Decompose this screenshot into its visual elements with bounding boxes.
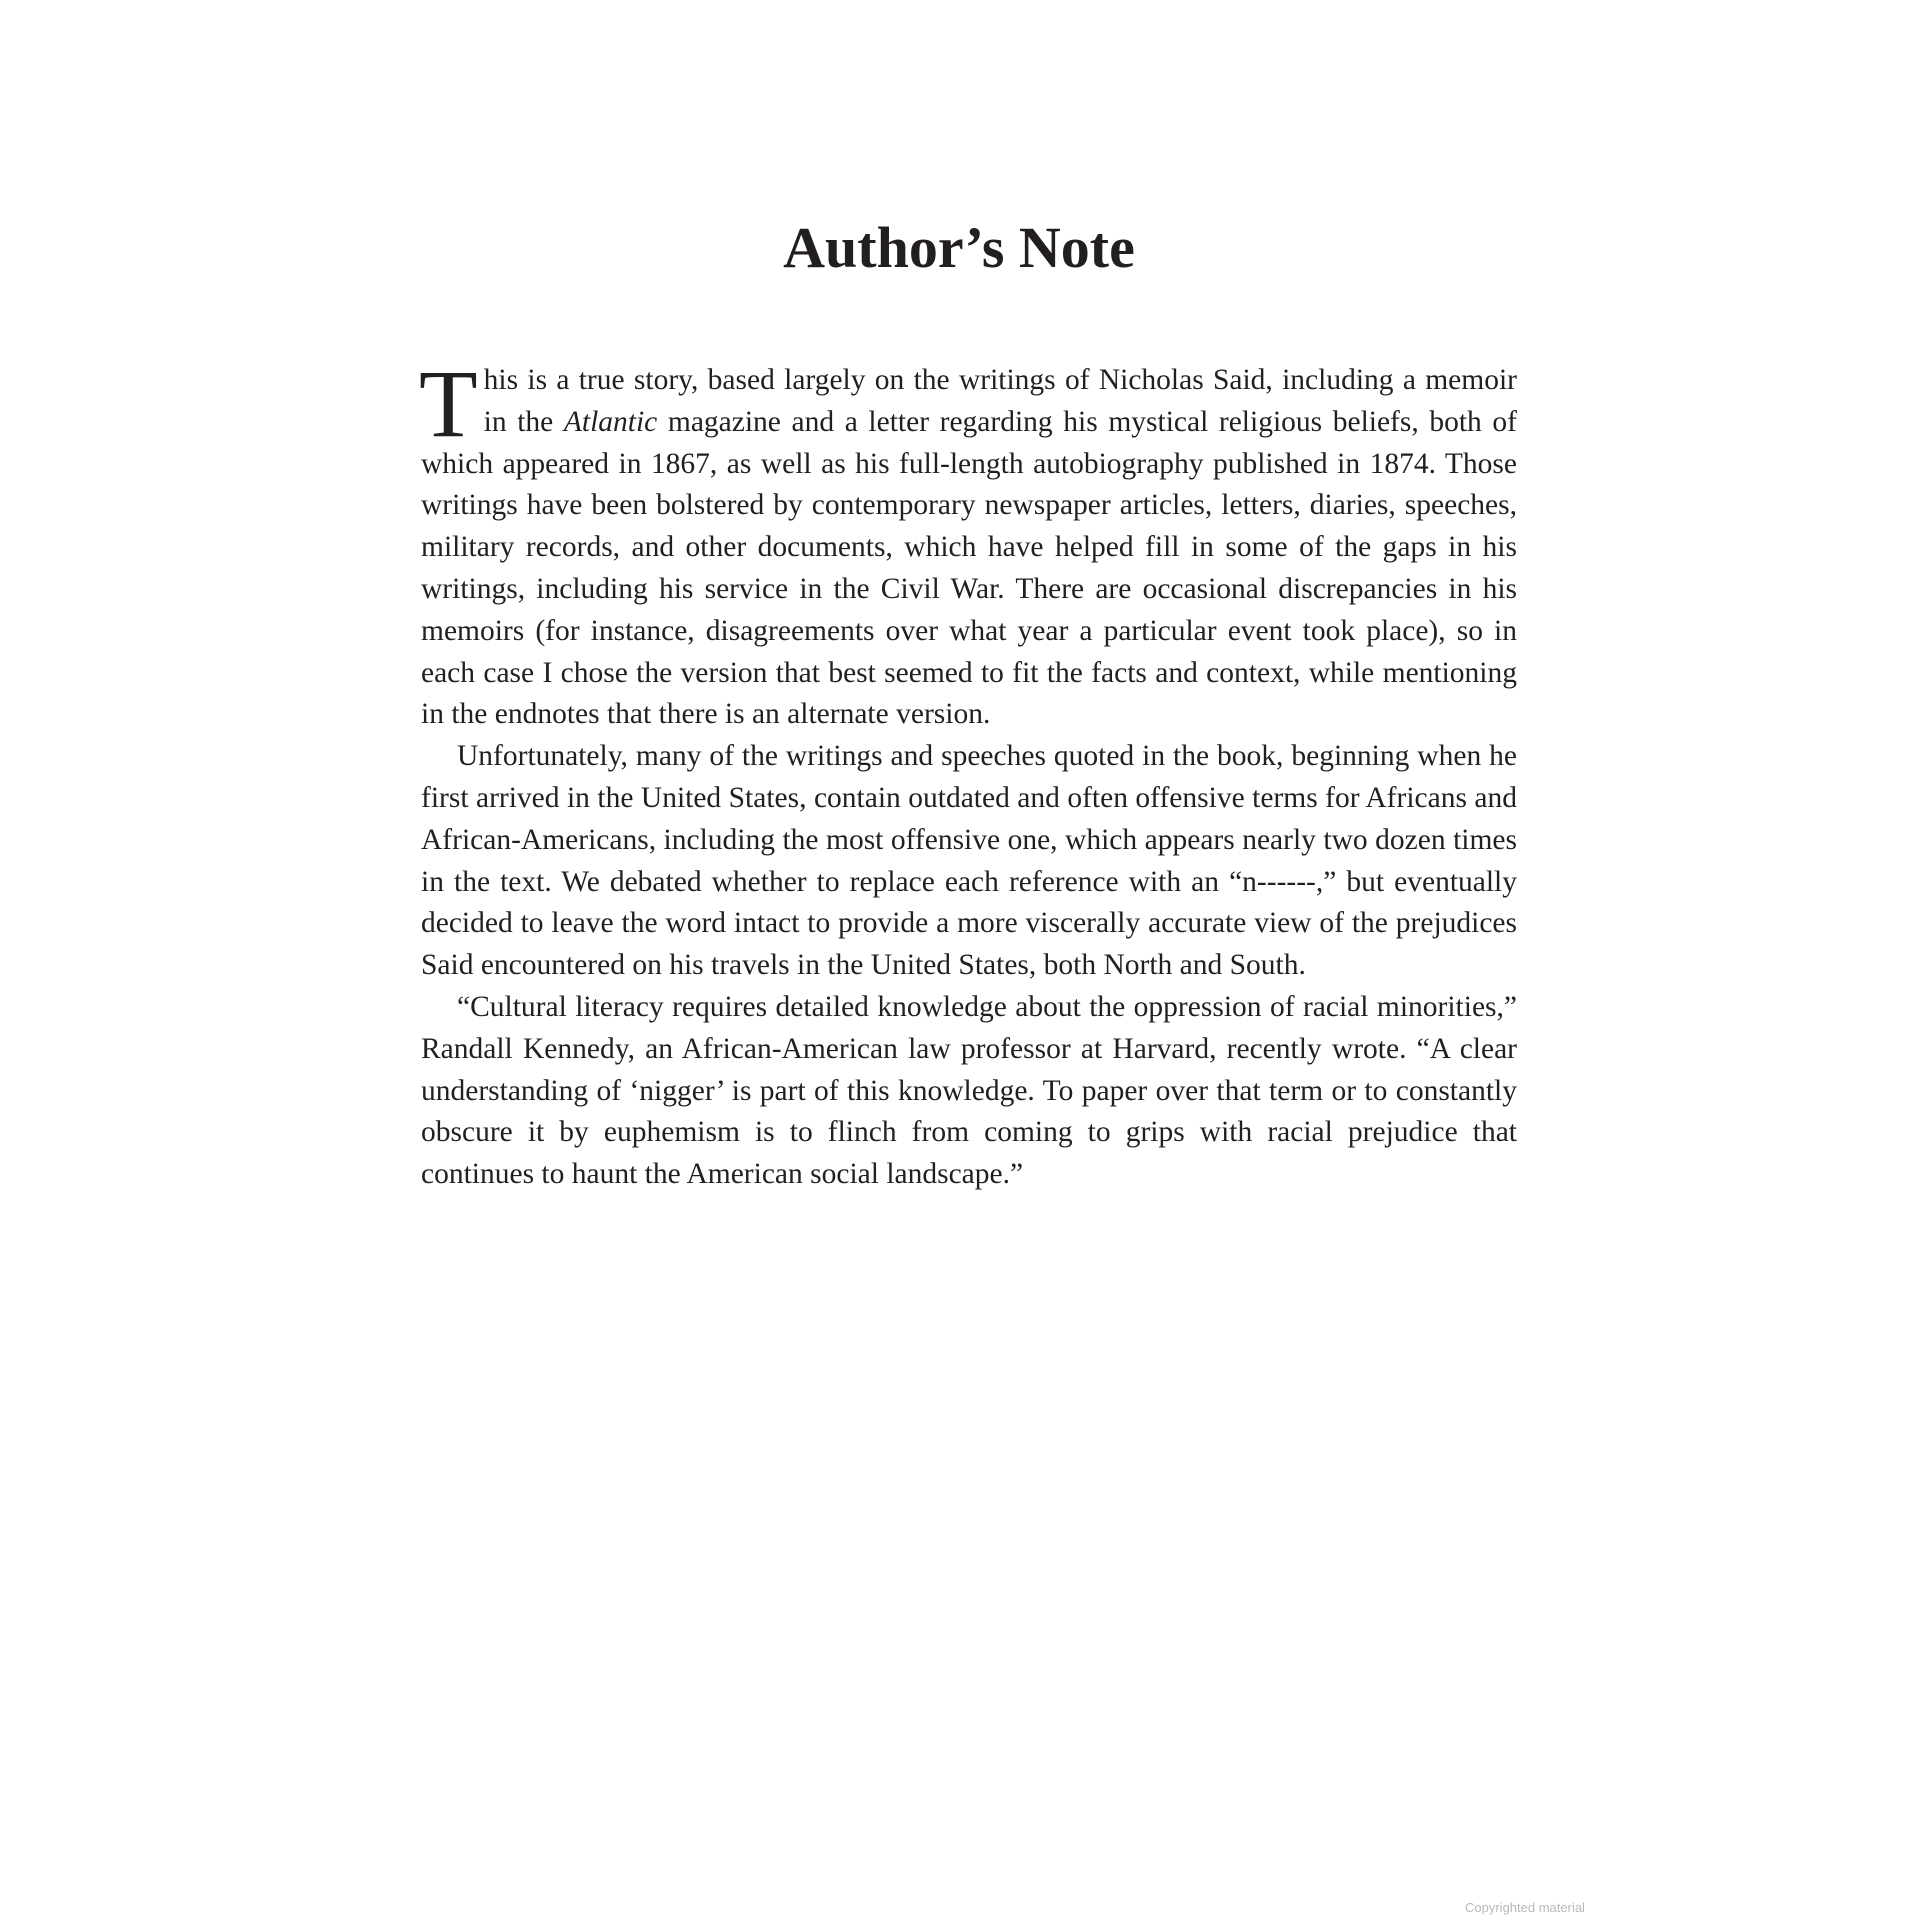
publication-title: Atlantic bbox=[563, 405, 658, 438]
paragraph-3: “Cultural literacy requires detailed knowledge about the oppression of racial minorities,” Randall Kennedy, an African-American law professor at Harvard, recently wrote. “A clear understanding of ‘nigger’ is part of this knowledge. To paper over that term or to constantly obscure it by euphemism is to flinch from coming to grips with racial prejudice that continues to haunt the American social landscape.” bbox=[421, 990, 1517, 1191]
paragraph-1 bbox=[419, 350, 1517, 736]
copyright-watermark: Copyrighted material bbox=[1465, 1900, 1585, 1915]
body-text bbox=[419, 350, 1517, 1196]
drop-cap: T bbox=[419, 350, 478, 457]
chapter-title: Author’s Note bbox=[783, 215, 1135, 280]
paragraph-1-text-b: magazine and a letter regarding his mystical religious beliefs, both of which appeared in 1867, as well as his full-length autobiography published in 1874. Those writings have been bolstered by contemporary newspaper articles, letters, diaries, speeches, military records, and other documents, which have helped fill in some of the gaps in his writings, including his service in the Civil War. There are occasional discrepancies in his memoirs (for instance, disagreements over what year a particular event took place), so in each case I chose the version that best seemed to fit the facts and context, while mentioning in the endnotes that there is an alternate version. bbox=[421, 405, 1517, 731]
paragraph-2: Unfortunately, many of the writings and speeches quoted in the book, beginning when he first arrived in the United States, contain outdated and often offensive terms for Africans and African-Americans, including the most offensive one, which appears nearly two dozen times in the text. We debated whether to replace each reference with an “n------,” but eventually decided to leave the word intact to provide a more viscerally accurate view of the prejudices Said encountered on his travels in the United States, both North and South. bbox=[421, 740, 1517, 982]
paragraph-1-text-a: his is a true story, based largely on the writings of Nicholas Said, including a memoir in the bbox=[483, 364, 1517, 438]
